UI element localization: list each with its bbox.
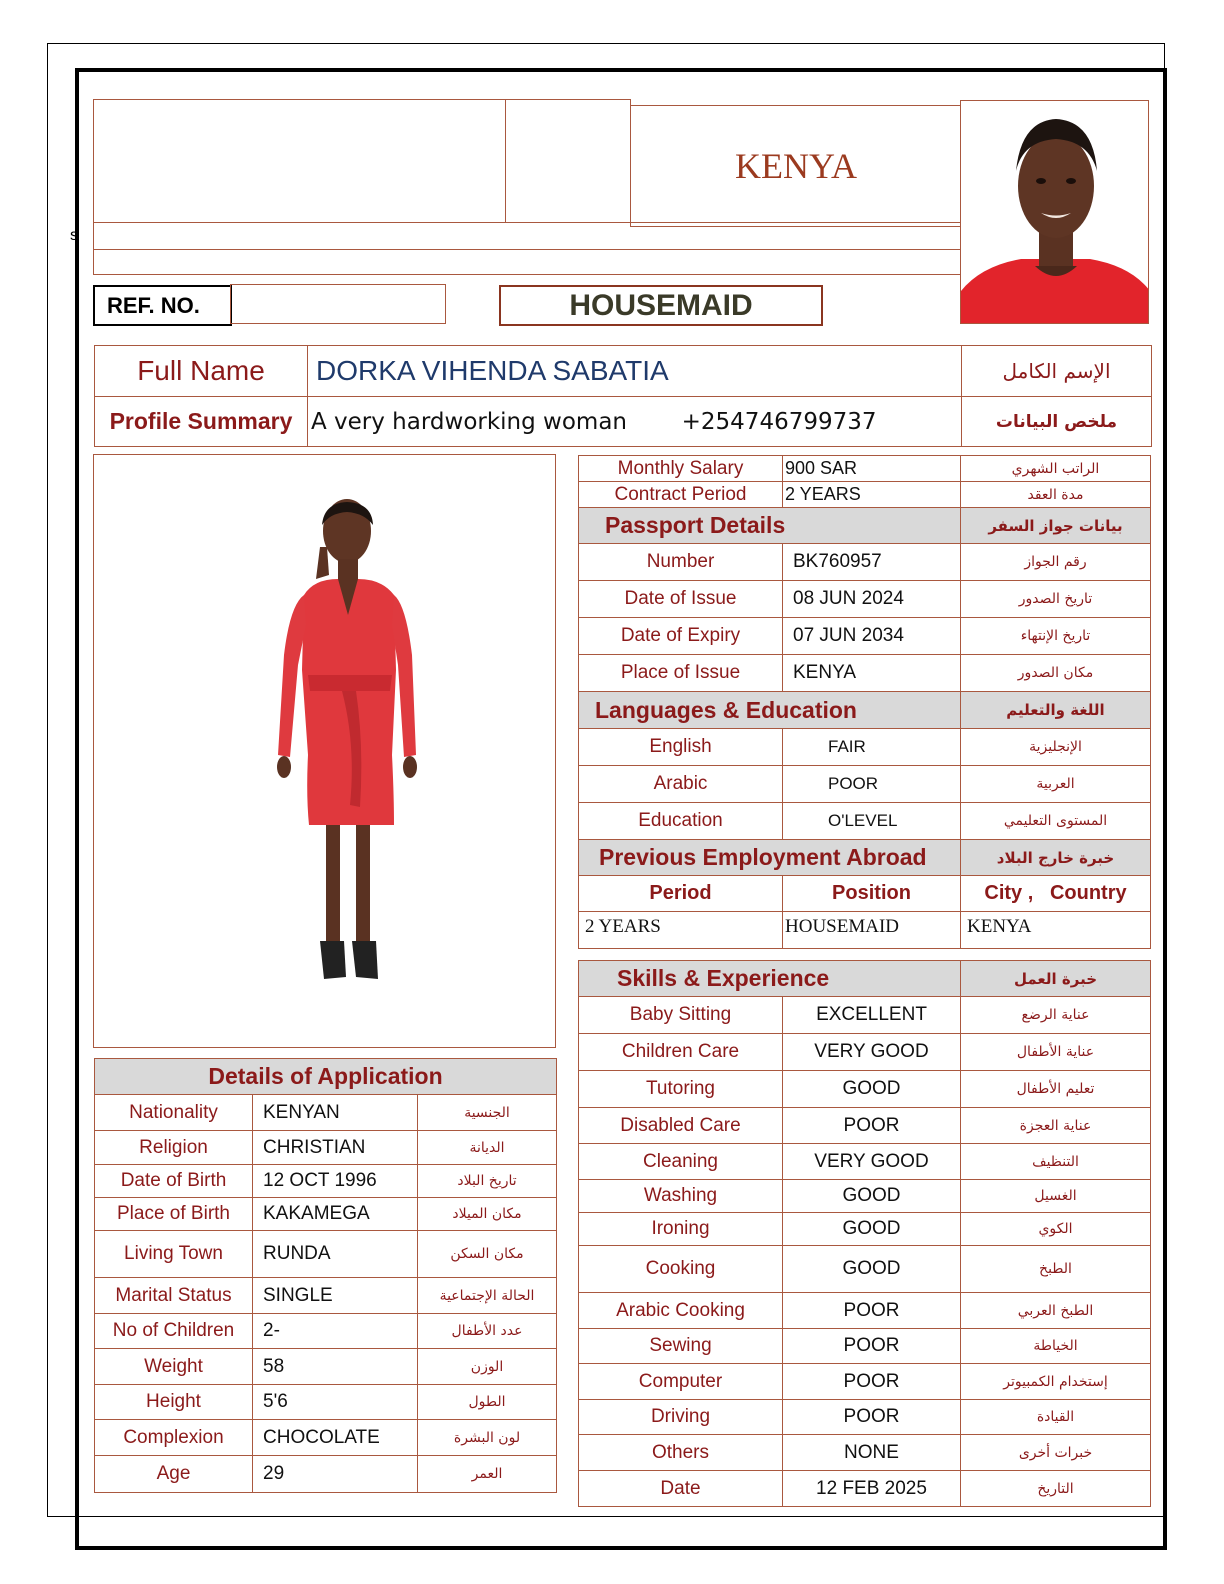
skill-row-arabic: القيادة <box>961 1400 1151 1435</box>
employment-title-arabic: خبرة خارج البلاد <box>961 840 1151 876</box>
full-name-value: DORKA VIHENDA SABATIA <box>308 346 962 397</box>
skill-row-label: Cooking <box>579 1246 783 1293</box>
language-row-value: O'LEVEL <box>783 803 961 840</box>
application-row-arabic: العمر <box>418 1456 557 1493</box>
passport-row <box>579 655 1151 692</box>
employment-row <box>579 912 1151 949</box>
passport-row-label: Date of Expiry <box>579 618 783 655</box>
application-row-arabic: تاريخ البلاد <box>418 1165 557 1198</box>
summary-text: A very hardworking woman <box>311 408 628 435</box>
full-name-row <box>95 346 1152 397</box>
skill-row <box>579 1400 1151 1435</box>
language-row-value: FAIR <box>783 729 961 766</box>
header-box-left <box>93 99 506 223</box>
passport-row-value: 07 JUN 2034 <box>783 618 961 655</box>
application-row-label: Nationality <box>95 1095 253 1131</box>
application-row-arabic: الحالة الإجتماعية <box>418 1278 557 1314</box>
application-row <box>95 1314 557 1349</box>
header-row-2 <box>93 222 962 250</box>
skill-row-value: NONE <box>783 1435 961 1471</box>
application-row-arabic: الديانة <box>418 1131 557 1165</box>
skill-row <box>579 1034 1151 1071</box>
skill-row-label: Sewing <box>579 1329 783 1364</box>
skill-row-arabic: خبرات أخرى <box>961 1435 1151 1471</box>
application-row-value: 58 <box>253 1349 418 1385</box>
skill-row <box>579 1108 1151 1144</box>
application-header-row <box>95 1059 557 1095</box>
language-row <box>579 803 1151 840</box>
application-row <box>95 1095 557 1131</box>
passport-row-value: 08 JUN 2024 <box>783 581 961 618</box>
application-row-value: SINGLE <box>253 1278 418 1314</box>
application-row-arabic: مكان الميلاد <box>418 1198 557 1231</box>
application-row-arabic: عدد الأطفال <box>418 1314 557 1349</box>
application-row <box>95 1349 557 1385</box>
language-row-label: English <box>579 729 783 766</box>
contract-row-label: Monthly Salary <box>579 456 783 482</box>
ref-no-field <box>230 284 446 324</box>
portrait-photo <box>960 100 1149 324</box>
application-row-arabic: الجنسية <box>418 1095 557 1131</box>
skill-row <box>579 1471 1151 1507</box>
application-row-arabic: مكان السكن <box>418 1231 557 1278</box>
application-row-value: 29 <box>253 1456 418 1493</box>
application-row-value: 2- <box>253 1314 418 1349</box>
employment-col-position: Position <box>783 876 961 912</box>
skill-row-arabic: الكوي <box>961 1213 1151 1246</box>
passport-row-label: Number <box>579 544 783 581</box>
application-row-label: Age <box>95 1456 253 1493</box>
skill-row <box>579 1180 1151 1213</box>
application-row-label: Height <box>95 1385 253 1420</box>
application-row-arabic: لون البشرة <box>418 1420 557 1456</box>
passport-row-arabic: تاريخ الإنتهاء <box>961 618 1151 655</box>
skill-row-label: Arabic Cooking <box>579 1293 783 1329</box>
skill-row-value: GOOD <box>783 1246 961 1293</box>
contract-row <box>579 456 1151 482</box>
application-row <box>95 1385 557 1420</box>
skill-row <box>579 1293 1151 1329</box>
skill-row-arabic: التنظيف <box>961 1144 1151 1180</box>
employment-country: KENYA <box>961 912 1151 949</box>
skill-row-label: Driving <box>579 1400 783 1435</box>
application-row-value: 12 OCT 1996 <box>253 1165 418 1198</box>
skills-section-header <box>579 961 1151 997</box>
skill-row-label: Computer <box>579 1364 783 1400</box>
language-row-value: POOR <box>783 766 961 803</box>
skill-row-arabic: عناية الأطفال <box>961 1034 1151 1071</box>
languages-title-arabic: اللغة والتعليم <box>961 692 1151 729</box>
passport-title: Passport Details <box>579 508 961 544</box>
passport-row <box>579 544 1151 581</box>
application-row-arabic: الطول <box>418 1385 557 1420</box>
summary-phone: +254746799737 <box>681 408 877 435</box>
skill-row-arabic: الخياطة <box>961 1329 1151 1364</box>
contract-row-arabic: مدة العقد <box>961 482 1151 508</box>
passport-row-arabic: تاريخ الصدور <box>961 581 1151 618</box>
header-box-middle <box>505 99 631 223</box>
full-body-photo <box>93 454 556 1048</box>
details-table <box>578 455 1151 1507</box>
ref-no-label: REF. NO. <box>93 285 232 326</box>
passport-section-header <box>579 508 1151 544</box>
skill-row-value: EXCELLENT <box>783 997 961 1034</box>
application-title: Details of Application <box>95 1059 557 1095</box>
passport-row-label: Place of Issue <box>579 655 783 692</box>
skill-row-label: Date <box>579 1471 783 1507</box>
employment-title: Previous Employment Abroad <box>579 840 961 876</box>
language-row-label: Arabic <box>579 766 783 803</box>
profile-summary-arabic: ملخص البيانات <box>962 397 1152 447</box>
employment-section-header <box>579 840 1151 876</box>
skill-row-value: POOR <box>783 1329 961 1364</box>
application-row-label: Marital Status <box>95 1278 253 1314</box>
country-title: KENYA <box>630 105 962 227</box>
skill-row-label: Cleaning <box>579 1144 783 1180</box>
skill-row-value: GOOD <box>783 1213 961 1246</box>
passport-row <box>579 618 1151 655</box>
full-name-arabic: الإسم الكامل <box>962 346 1152 397</box>
full-name-label: Full Name <box>95 346 308 397</box>
skill-row-arabic: عناية العجزة <box>961 1108 1151 1144</box>
skill-row-arabic: الطبخ <box>961 1246 1151 1293</box>
full-body-illustration <box>94 455 556 1048</box>
skill-row <box>579 1246 1151 1293</box>
skill-row-value: GOOD <box>783 1180 961 1213</box>
application-row-value: 5'6 <box>253 1385 418 1420</box>
skill-row-label: Baby Sitting <box>579 997 783 1034</box>
skill-row-arabic: التاريخ <box>961 1471 1151 1507</box>
skill-row-label: Others <box>579 1435 783 1471</box>
skill-row <box>579 1364 1151 1400</box>
language-row <box>579 729 1151 766</box>
language-row-arabic: العربية <box>961 766 1151 803</box>
skill-row-value: 12 FEB 2025 <box>783 1471 961 1507</box>
contract-row <box>579 482 1151 508</box>
skill-row-value: POOR <box>783 1400 961 1435</box>
skill-row-value: POOR <box>783 1293 961 1329</box>
application-row-value: CHRISTIAN <box>253 1131 418 1165</box>
skill-row-label: Tutoring <box>579 1071 783 1108</box>
passport-row-arabic: مكان الصدور <box>961 655 1151 692</box>
application-row-label: Religion <box>95 1131 253 1165</box>
language-row-arabic: الإنجليزية <box>961 729 1151 766</box>
skill-row-label: Children Care <box>579 1034 783 1071</box>
application-row <box>95 1131 557 1165</box>
languages-section-header <box>579 692 1151 729</box>
skill-row-label: Washing <box>579 1180 783 1213</box>
skill-row-arabic: تعليم الأطفال <box>961 1071 1151 1108</box>
application-row-value: RUNDA <box>253 1231 418 1278</box>
application-row-value: KENYAN <box>253 1095 418 1131</box>
application-row <box>95 1278 557 1314</box>
skill-row-value: POOR <box>783 1108 961 1144</box>
employment-period: 2 YEARS <box>579 912 783 949</box>
skill-row-label: Disabled Care <box>579 1108 783 1144</box>
languages-title: Languages & Education <box>579 692 961 729</box>
portrait-illustration <box>961 101 1149 324</box>
application-row-value: CHOCOLATE <box>253 1420 418 1456</box>
skill-row <box>579 1213 1151 1246</box>
skill-row-arabic: إستخدام الكمبيوتر <box>961 1364 1151 1400</box>
language-row <box>579 766 1151 803</box>
skill-row <box>579 1435 1151 1471</box>
application-row <box>95 1165 557 1198</box>
application-row-label: Living Town <box>95 1231 253 1278</box>
passport-row-value: BK760957 <box>783 544 961 581</box>
skill-row-value: VERY GOOD <box>783 1034 961 1071</box>
skill-row-arabic: الطبخ العربي <box>961 1293 1151 1329</box>
skill-row <box>579 1144 1151 1180</box>
application-table <box>94 1058 557 1493</box>
passport-row <box>579 581 1151 618</box>
skill-row-value: GOOD <box>783 1071 961 1108</box>
language-row-label: Education <box>579 803 783 840</box>
skill-row-value: VERY GOOD <box>783 1144 961 1180</box>
passport-title-arabic: بيانات جواز السفر <box>961 508 1151 544</box>
employment-position: HOUSEMAID <box>783 912 961 949</box>
skill-row <box>579 997 1151 1034</box>
skills-title: Skills & Experience <box>579 961 961 997</box>
profile-summary-value <box>308 397 962 447</box>
profile-summary-row <box>95 397 1152 447</box>
skill-row-arabic: عناية الرضع <box>961 997 1151 1034</box>
passport-row-arabic: رقم الجواز <box>961 544 1151 581</box>
application-row <box>95 1231 557 1278</box>
application-row <box>95 1420 557 1456</box>
contract-row-label: Contract Period <box>579 482 783 508</box>
profile-summary-label: Profile Summary <box>95 397 308 447</box>
spacer-row <box>579 949 1151 961</box>
profile-table <box>94 345 1152 447</box>
contract-row-value: 900 SAR <box>783 456 961 482</box>
stray-mark: s <box>70 227 78 244</box>
skill-row <box>579 1329 1151 1364</box>
job-title: HOUSEMAID <box>499 285 823 326</box>
employment-col-city-country: City , Country <box>961 876 1151 912</box>
application-row-label: Complexion <box>95 1420 253 1456</box>
application-row <box>95 1198 557 1231</box>
skill-row <box>579 1071 1151 1108</box>
contract-row-value: 2 YEARS <box>783 482 961 508</box>
application-row <box>95 1456 557 1493</box>
employment-col-period: Period <box>579 876 783 912</box>
skills-title-arabic: خبرة العمل <box>961 961 1151 997</box>
header-row-3 <box>93 249 962 275</box>
skill-row-arabic: الغسيل <box>961 1180 1151 1213</box>
skill-row-value: POOR <box>783 1364 961 1400</box>
application-row-label: Date of Birth <box>95 1165 253 1198</box>
contract-row-arabic: الراتب الشهري <box>961 456 1151 482</box>
application-row-label: No of Children <box>95 1314 253 1349</box>
skill-row-label: Ironing <box>579 1213 783 1246</box>
language-row-arabic: المستوى التعليمي <box>961 803 1151 840</box>
employment-columns-row <box>579 876 1151 912</box>
application-row-value: KAKAMEGA <box>253 1198 418 1231</box>
passport-row-label: Date of Issue <box>579 581 783 618</box>
application-row-label: Weight <box>95 1349 253 1385</box>
application-row-arabic: الوزن <box>418 1349 557 1385</box>
passport-row-value: KENYA <box>783 655 961 692</box>
application-row-label: Place of Birth <box>95 1198 253 1231</box>
